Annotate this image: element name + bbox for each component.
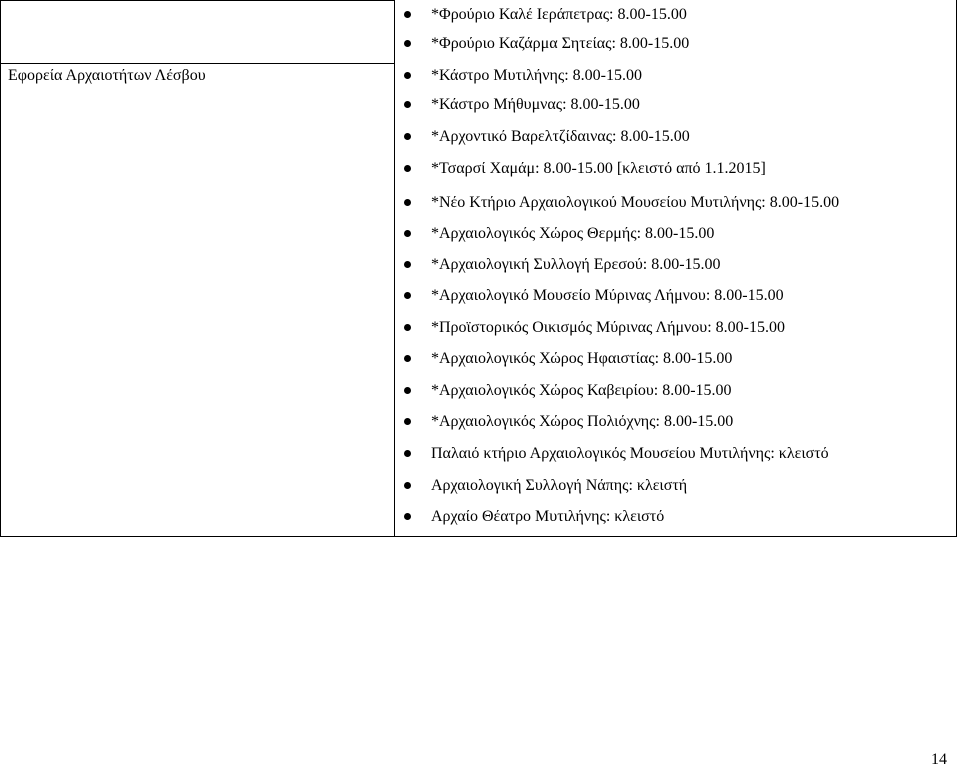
site-text: *Νέο Κτήριο Αρχαιολογικού Μουσείου Μυτιλήνης: 8.00-15.00	[431, 194, 840, 211]
site-text: Αρχαιολογική Συλλογή Νάπης: κλειστή	[431, 477, 688, 494]
site-text: *Αρχοντικό Βαρελτζίδαινας: 8.00-15.00	[431, 128, 690, 145]
table-row-divider	[0, 63, 395, 64]
authority-name: Εφορεία Αρχαιοτήτων Λέσβου	[8, 67, 206, 84]
site-text: Παλαιό κτήριο Αρχαιολογικός Μουσείου Μυτιλήνης: κλειστό	[431, 445, 829, 462]
site-text: Αρχαίο Θέατρο Μυτιλήνης: κλειστό	[431, 508, 665, 525]
page-number: 14	[931, 751, 947, 768]
table-border-right	[956, 0, 957, 537]
table-border-bottom	[0, 536, 957, 537]
site-text: *Αρχαιολογικός Χώρος Θερμής: 8.00-15.00	[431, 225, 715, 242]
bullet-icon	[404, 165, 411, 172]
bullet-icon	[404, 133, 411, 140]
site-text: *Αρχαιολογικός Χώρος Ηφαιστίας: 8.00-15.00	[431, 350, 733, 367]
bullet-icon	[404, 230, 411, 237]
site-text: *Κάστρο Μυτιλήνης: 8.00-15.00	[431, 67, 642, 84]
site-text: *Αρχαιολογικός Χώρος Καβειρίου: 8.00-15.00	[431, 382, 732, 399]
site-text: *Αρχαιολογική Συλλογή Ερεσού: 8.00-15.00	[431, 256, 721, 273]
bullet-icon	[404, 418, 411, 425]
bullet-icon	[404, 261, 411, 268]
bullet-icon	[404, 40, 411, 47]
bullet-icon	[404, 513, 411, 520]
site-text: *Αρχαιολογικός Χώρος Πολιόχνης: 8.00-15.00	[431, 413, 734, 430]
bullet-icon	[404, 482, 411, 489]
bullet-icon	[404, 101, 411, 108]
site-text: *Τσαρσί Χαμάμ: 8.00-15.00 [κλειστό από 1.1.2015]	[431, 160, 766, 177]
site-text: *Κάστρο Μήθυμνας: 8.00-15.00	[431, 96, 640, 113]
table-border-top	[0, 0, 395, 1]
bullet-icon	[404, 72, 411, 79]
bullet-icon	[404, 292, 411, 299]
site-text: *Αρχαιολογικό Μουσείο Μύρινας Λήμνου: 8.00-15.00	[431, 287, 784, 304]
bullet-icon	[404, 450, 411, 457]
bullet-icon	[404, 324, 411, 331]
bullet-icon	[404, 11, 411, 18]
table-column-divider	[394, 0, 395, 537]
bullet-icon	[404, 355, 411, 362]
bullet-icon	[404, 199, 411, 206]
site-text: *Φρούριο Καζάρμα Σητείας: 8.00-15.00	[431, 35, 690, 52]
site-text: *Φρούριο Καλέ Ιεράπετρας: 8.00-15.00	[431, 6, 687, 23]
bullet-icon	[404, 387, 411, 394]
table-border-left	[0, 0, 1, 537]
site-text: *Προϊστορικός Οικισμός Μύρινας Λήμνου: 8.00-15.00	[431, 319, 785, 336]
